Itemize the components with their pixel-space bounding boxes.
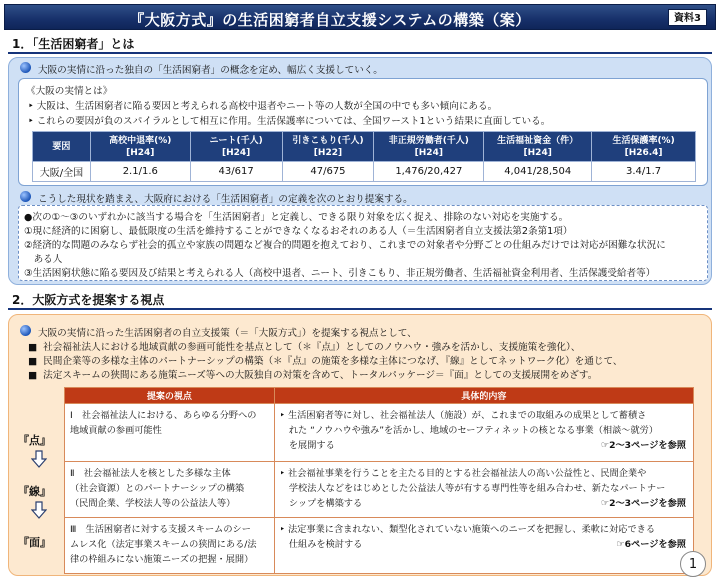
definition-line: ③生活困窮状態に陥る要因及び結果と考えられる人（高校中退者、ニート、引きこもり、非正規労働者、生活福祉資金利用者、生活保護受給者等） [24,268,656,279]
down-arrow-icon [31,501,47,519]
section2-point: ■ 社会福祉法人における地域貢献の参画可能性を基点として（＊『点』）としてのノウハウ・強みを活かし、支援施策を強化）、 [28,342,581,353]
down-arrow-icon [31,450,47,468]
content-cell [274,518,693,574]
stats-header-cell: ニート(千人) [H24] [190,132,282,162]
bullet-icon [20,62,31,73]
section1-heading: 1．「生活困窮者」とは [12,37,135,51]
views-header-cell: 提案の視点 [65,388,275,404]
title-bar [4,4,716,30]
page-number: 1 [680,551,706,577]
view-cell [65,462,275,518]
stats-cell: 2.1/1.6 [90,162,190,182]
table-row [65,518,694,574]
definition-line: ①現に経済的に困窮し、最低限度の生活を維持することができなくなるおそれのある人（＝生活困窮者自立支援法第2条第1項） [24,226,573,237]
section1-intro: 大阪の実情に沿った独自の「生活困窮者」の概念を定め、幅広く支援していく。 [38,65,383,76]
view-text: （社会資源）とのパートナーシップの構築 [70,483,245,494]
stats-header-cell: 引きこもり(千人) [H22] [282,132,374,162]
section1-underline [8,52,712,54]
stats-cell: 43/617 [190,162,282,182]
view-text: Ⅰ 社会福祉法人における、あらゆる分野への [70,410,257,421]
page-reference: ☞2～3ページを参照 [600,498,686,509]
content-text: 学校法人などをはじめとした公益法人等が有する専門性等を組み合わせ、新たなパートナー [279,483,666,494]
section2-point-text: 民間企業等の多様な主体のパートナーシップの構築（＊『点』の施策を多様な主体につなげ、『線』としてネットワーク化）を通じて、 [43,356,623,367]
page-title: 『大阪方式』の生活困窮者自立支援システムの構築（案） [129,11,531,29]
section2-point-text: 社会福祉法人における地域貢献の参画可能性を基点として（＊『点』）としてのノウハウ・強みを活かし、支援施策を強化）、 [43,342,581,353]
content-cell [274,462,693,518]
content-cell [274,404,693,462]
view-text: Ⅲ 生活困窮者に対する支援スキームのシー [70,524,251,535]
section2-underline [8,308,712,310]
stats-header-cell: 要因 [33,132,91,162]
views-header-cell: 具体的内容 [274,388,693,404]
section2-point: ■ 民間企業等の多様な主体のパートナーシップの構築（＊『点』の施策を多様な主体につなげ、『線』としてネットワーク化）を通じて、 [28,356,623,367]
stats-cell: 1,476/20,427 [374,162,484,182]
view-text: （民間企業、学校法人等の公益法人等） [70,498,236,509]
table-row [65,404,694,462]
section2-point-text: 法定スキームの狭間にある施策ニーズ等への大阪独自の対策を含めて、トータルパッケージ＝『面』としての支援展開をめざす。 [43,370,598,381]
section2-intro: 大阪の実情に沿った生活困窮者の自立支援策（＝「大阪方式」）を提案する視点として、 [38,328,417,339]
reality-point: ‣ これらの要因が負のスパイラルとして相互に作用。生活保護率については、全国ワースト1という結果に直面している。 [28,116,551,127]
stats-header-cell: 高校中退率(%) [H24] [90,132,190,162]
content-text: を展開する [279,440,335,451]
view-cell [65,404,275,462]
view-text: ムレス化（法定事業スキームの狭間にある/法 [70,539,257,550]
view-text: 律の枠組みにない施策ニーズの把握・展開） [70,554,254,565]
bullet-icon [20,325,31,336]
content-text: ‣ 生活困窮者等に対し、社会福祉法人（施設）が、これまでの取組みの成果として蓄積さ [279,410,647,421]
tag-line: 『線』 [18,485,51,498]
stats-header-cell: 生活福祉資金（件） [H24] [484,132,592,162]
definition-line: ある人 [24,254,63,265]
content-text: ‣ 法定事業に含まれない、類型化されていない施策へのニーズを把握し、柔軟に対応できる [279,524,656,535]
section2-point: ■ 法定スキームの狭間にある施策ニーズ等への大阪独自の対策を含めて、トータルパッケージ＝『面』としての支援展開をめざす。 [28,370,598,381]
stats-cell: 47/675 [282,162,374,182]
bullet-icon [20,191,31,202]
stats-cell: 4,041/28,504 [484,162,592,182]
stats-header-cell: 生活保護率(%) [H26.4] [592,132,696,162]
tag-plane: 『面』 [18,536,51,549]
content-text: ‣ 社会福祉事業を行うことを主たる目的とする社会福祉法人の高い公益性と、民間企業や [279,468,647,479]
view-text: Ⅱ 社会福祉法人を核とした多様な主体 [70,468,231,479]
definition-line: ②経済的な問題のみならず社会的孤立や家族の問題など複合的問題を抱えており、これまでの対象者や分野ごとの仕組みだけでは対応が困難な状況に [24,240,666,251]
section1-intro2: こうした現状を踏まえ、大阪府における「生活困窮者」の定義を次のとおり提案する。 [38,194,413,205]
stats-cell: 3.4/1.7 [592,162,696,182]
page-reference: ☞2～3ページを参照 [600,440,686,451]
content-text: シップを構築する [279,498,363,509]
view-cell [65,518,275,574]
views-table [64,387,694,574]
document-badge: 資料3 [668,9,707,26]
reality-title: 《大阪の実情とは》 [26,86,113,97]
tag-point: 『点』 [18,434,51,447]
stats-cell: 大阪/全国 [33,162,91,182]
stats-header-cell: 非正規労働者(千人) [H24] [374,132,484,162]
content-text: 仕組みを検討する [279,539,363,550]
table-row [33,162,696,182]
table-row [65,462,694,518]
definition-line: ●次の①～③のいずれかに該当する場合を「生活困窮者」と定義し、できる限り対象を広く捉え、排除のない対応を実施する。 [24,212,569,223]
reality-point: ‣ 大阪は、生活困窮者に陥る要因と考えられる高校中退者やニート等の人数が全国の中でも多い傾向にある。 [28,101,498,112]
page-reference: ☞6ページを参照 [616,539,686,550]
view-text: 地域貢献の参画可能性 [70,425,162,436]
section2-heading: 2．大阪方式を提案する視点 [12,293,165,307]
stats-table [32,131,696,182]
content-text: れた “ノウハウや強み”を活かし、地域のセーフティネットの核となる事業（相談～就労） [279,425,659,436]
